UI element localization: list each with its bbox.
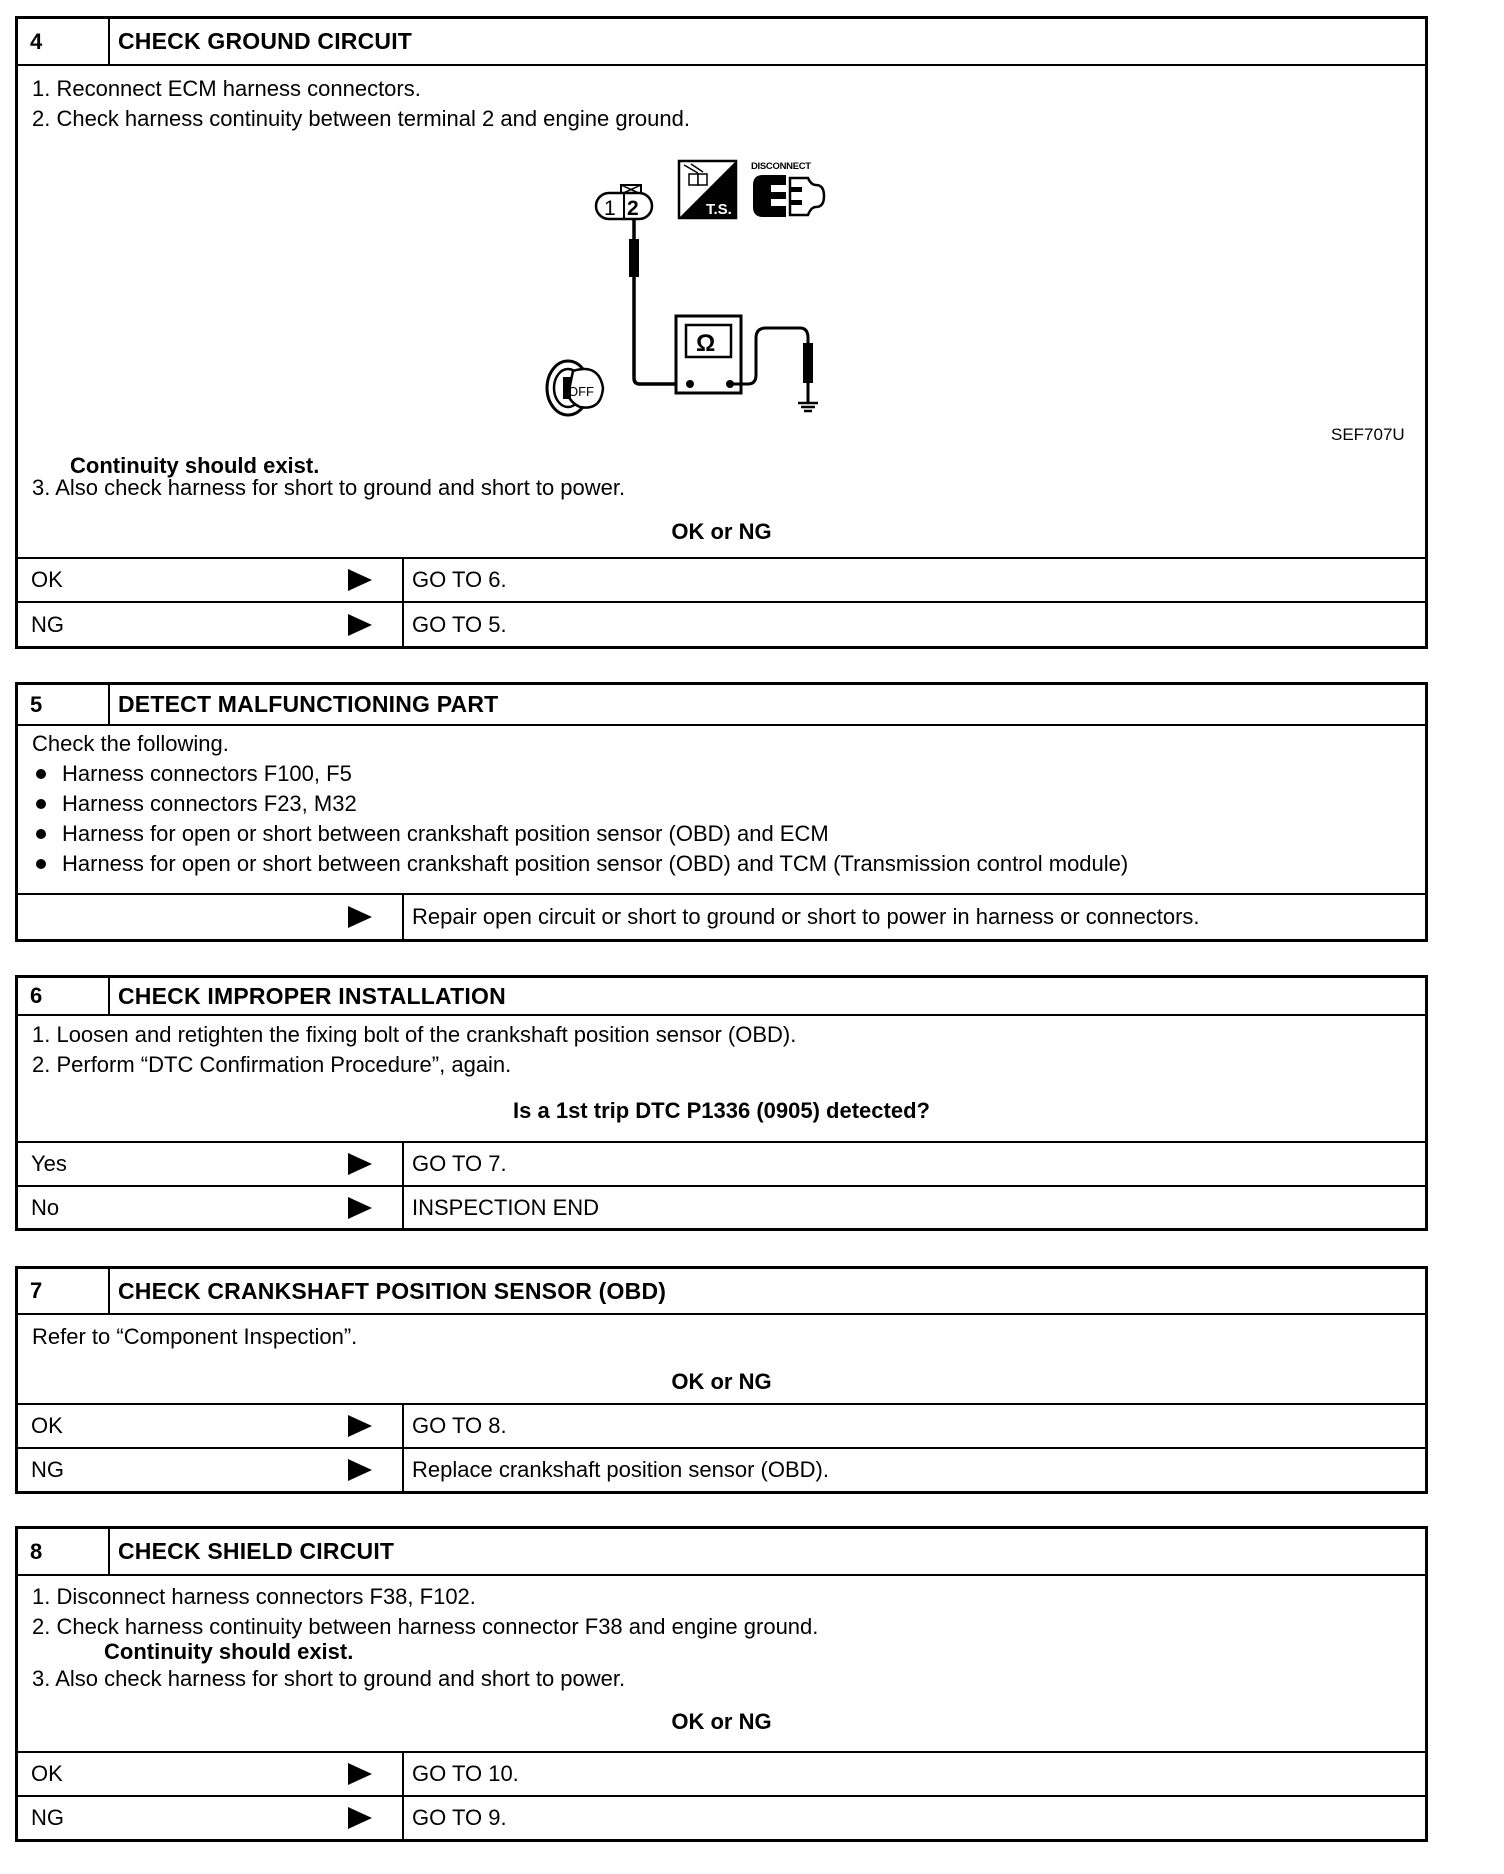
- result-row[interactable]: [18, 601, 1425, 646]
- step-instruction: 2. Check harness continuity between terminal 2 and engine ground.: [32, 106, 690, 131]
- result-action: GO TO 5.: [412, 611, 507, 637]
- step-title: CHECK SHIELD CIRCUIT: [118, 1538, 395, 1564]
- ground-circuit-diagram: [18, 19, 1431, 449]
- result-action: GO TO 7.: [412, 1151, 507, 1176]
- step-instruction: Check the following.: [32, 731, 229, 756]
- result-key: NG: [18, 1797, 404, 1839]
- step-5-header: [18, 685, 1425, 726]
- step-instruction: 1. Loosen and retighten the fixing bolt of the crankshaft position sensor (OBD).: [32, 1022, 797, 1047]
- ignition-off-icon: [547, 361, 603, 415]
- checklist-item: [32, 849, 1128, 879]
- result-action: GO TO 10.: [412, 1761, 519, 1786]
- step-number: 4: [18, 19, 110, 64]
- arrow-right-icon: [348, 1197, 372, 1219]
- step-number: 6: [18, 978, 110, 1014]
- step-8-box: [15, 1526, 1428, 1842]
- result-key: No: [18, 1187, 404, 1228]
- result-row[interactable]: [18, 1751, 1425, 1795]
- step-title: CHECK CRANKSHAFT POSITION SENSOR (OBD): [118, 1277, 667, 1304]
- step-6-box: [15, 975, 1428, 1231]
- result-row[interactable]: [18, 1403, 1425, 1447]
- step-instruction: 2. Check harness continuity between harness connector F38 and engine ground.: [32, 1614, 819, 1639]
- result-action: GO TO 9.: [412, 1805, 507, 1830]
- step-instruction: 1. Disconnect harness connectors F38, F102.: [32, 1584, 476, 1609]
- ohmmeter-icon: [676, 316, 741, 393]
- arrow-right-icon: [348, 1415, 372, 1437]
- step-title: CHECK GROUND CIRCUIT: [118, 28, 413, 54]
- disconnect-icon: [751, 161, 824, 217]
- decision-question: OK or NG: [671, 519, 772, 544]
- step-8-header: [18, 1529, 1425, 1576]
- step-title: CHECK IMPROPER INSTALLATION: [118, 982, 506, 1009]
- ground-icon: [798, 398, 818, 411]
- checklist-item-text: Harness for open or short between crankshaft position sensor (OBD) and TCM (Transmission control module): [62, 851, 1129, 876]
- bullet-icon: [36, 769, 46, 779]
- arrow-right-icon: [348, 614, 372, 636]
- svg-text:1: 1: [604, 197, 616, 220]
- result-action: Repair open circuit or short to ground or short to power in harness or connectors.: [412, 904, 1200, 929]
- step-7-header: [18, 1269, 1425, 1315]
- svg-text:2: 2: [627, 197, 639, 220]
- arrow-right-icon: [348, 1153, 372, 1175]
- step-instruction: 3. Also check harness for short to ground and short to power.: [32, 1666, 626, 1691]
- result-action: GO TO 8.: [412, 1413, 507, 1438]
- result-row[interactable]: [18, 1447, 1425, 1491]
- bullet-icon: [36, 859, 46, 869]
- step-6-header: [18, 978, 1425, 1016]
- result-action: Replace crankshaft position sensor (OBD).: [412, 1457, 829, 1482]
- step-5-box: [15, 682, 1428, 942]
- result-key: NG: [18, 603, 404, 646]
- svg-text:DISCONNECT: DISCONNECT: [751, 161, 811, 172]
- decision-question: OK or NG: [671, 1709, 772, 1734]
- bullet-icon: [36, 829, 46, 839]
- result-row[interactable]: [18, 557, 1425, 601]
- checklist-item-text: Harness connectors F100, F5: [62, 761, 352, 786]
- expected-result: Continuity should exist.: [70, 453, 320, 478]
- result-action: INSPECTION END: [412, 1194, 600, 1220]
- arrow-right-icon: [348, 1807, 372, 1829]
- decision-question: OK or NG: [671, 1369, 772, 1394]
- step-4-box: [15, 16, 1428, 649]
- checklist-item: [32, 789, 357, 819]
- result-key: OK: [18, 1405, 404, 1447]
- svg-text:T.S.: T.S.: [706, 201, 732, 218]
- step-title: DETECT MALFUNCTIONING PART: [118, 691, 499, 717]
- step-instruction: 1. Reconnect ECM harness connectors.: [32, 76, 421, 101]
- step-instruction: 3. Also check harness for short to ground and short to power.: [32, 475, 626, 500]
- figure-id: SEF707U: [1331, 425, 1405, 444]
- step-instruction: 2. Perform “DTC Confirmation Procedure”, again.: [32, 1052, 512, 1077]
- arrow-right-icon: [348, 1763, 372, 1785]
- result-key: OK: [18, 1753, 404, 1795]
- result-row[interactable]: [18, 1185, 1425, 1228]
- arrow-right-icon: [348, 906, 372, 928]
- step-7-box: [15, 1266, 1428, 1494]
- step-instruction: Refer to “Component Inspection”.: [32, 1324, 358, 1349]
- checklist-item-text: Harness connectors F23, M32: [62, 791, 357, 816]
- result-row[interactable]: [18, 1141, 1425, 1185]
- step-number: 7: [18, 1269, 110, 1313]
- svg-text:OFF: OFF: [568, 384, 594, 399]
- step-number: 8: [18, 1529, 110, 1574]
- checklist-item: [32, 759, 352, 789]
- result-key: NG: [18, 1449, 404, 1491]
- test-station-icon: [679, 161, 736, 218]
- result-key: Yes: [18, 1143, 404, 1185]
- svg-text:Ω: Ω: [696, 330, 716, 357]
- arrow-right-icon: [348, 569, 372, 591]
- bullet-icon: [36, 799, 46, 809]
- result-row[interactable]: [18, 1795, 1425, 1839]
- step-number: 5: [18, 685, 110, 724]
- checklist-item: [32, 819, 829, 849]
- checklist-item-text: Harness for open or short between crankshaft position sensor (OBD) and ECM: [62, 821, 829, 846]
- result-key: OK: [18, 559, 404, 601]
- arrow-right-icon: [348, 1459, 372, 1481]
- connector-icon: [596, 185, 652, 220]
- result-key: [18, 895, 404, 939]
- result-action: GO TO 6.: [412, 567, 507, 592]
- decision-question: Is a 1st trip DTC P1336 (0905) detected?: [513, 1098, 930, 1123]
- expected-result: Continuity should exist.: [104, 1639, 354, 1664]
- result-row[interactable]: [18, 893, 1425, 939]
